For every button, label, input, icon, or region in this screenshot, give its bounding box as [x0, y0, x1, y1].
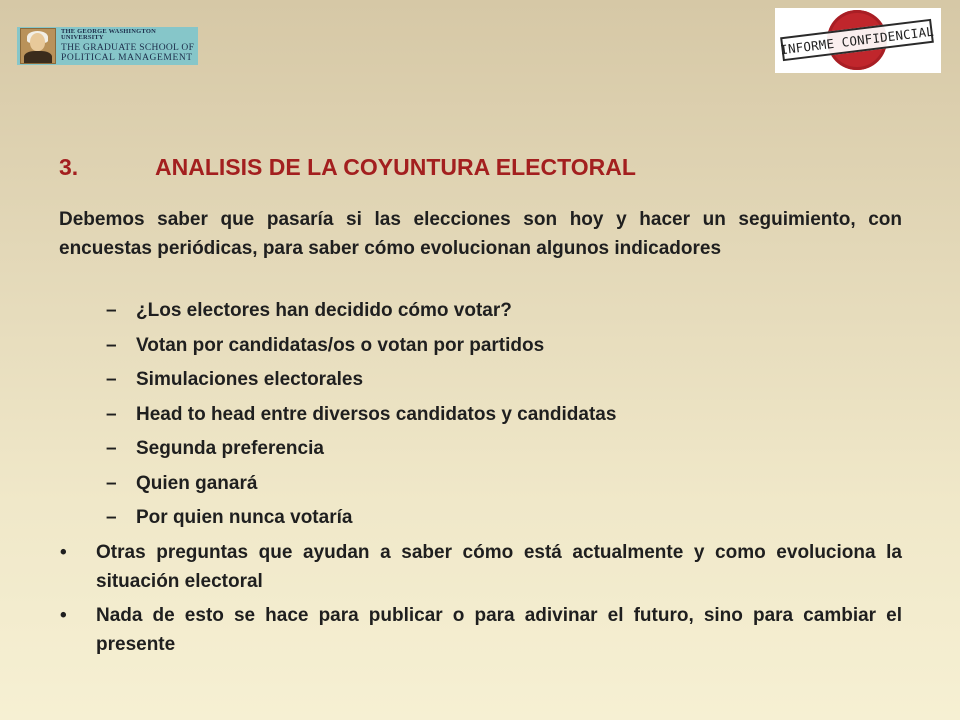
informe-confidencial-label: INFORME CONFIDENCIAL	[780, 19, 934, 61]
list-item	[106, 469, 906, 504]
list-item-text: Simulaciones electorales	[136, 369, 364, 390]
dash-marker: –	[106, 369, 117, 390]
washington-portrait-icon	[20, 28, 56, 64]
list-item	[106, 503, 906, 538]
list-item-text: Head to head entre diversos candidatos y candidatas	[136, 403, 617, 425]
gwu-logo-line1: THE GEORGE WASHINGTON UNIVERSITY	[61, 27, 156, 41]
intro-paragraph: Debemos saber que pasaría si las elecciones son hoy y hacer un seguimiento, con encuestas periódicas, para saber cómo evolucionan algunos indicadores	[59, 209, 902, 259]
list-item	[106, 365, 906, 400]
dash-marker: –	[106, 472, 117, 494]
list-item	[106, 331, 906, 366]
bullet-marker: •	[60, 605, 67, 626]
indicator-list	[106, 296, 906, 538]
dash-marker: –	[106, 403, 117, 425]
gwu-logo-line3: POLITICAL MANAGEMENT	[61, 53, 193, 63]
bullet-marker: •	[60, 542, 67, 563]
list-item-text: Por quien nunca votaría	[136, 507, 353, 528]
list-item-text: Votan por candidatas/os o votan por partidos	[136, 334, 545, 356]
bullet-text: Nada de esto se hace para publicar o para adivinar el futuro, sino para cambiar el presente	[96, 605, 902, 655]
slide-title	[59, 154, 636, 181]
informe-confidencial-logo	[775, 8, 941, 73]
gwu-logo	[17, 27, 198, 65]
list-item-text: Quien ganará	[136, 472, 258, 494]
list-item	[106, 434, 906, 469]
list-item-text: ¿Los electores han decidido cómo votar?	[136, 300, 512, 321]
bullet-item	[59, 601, 902, 659]
bullet-text: Otras preguntas que ayudan a saber cómo está actualmente y como evoluciona la situación electoral	[96, 542, 902, 592]
section-title-text: ANALISIS DE LA COYUNTURA ELECTORAL	[155, 154, 636, 180]
bullet-list	[59, 538, 902, 664]
list-item	[106, 296, 906, 331]
dash-marker: –	[106, 438, 117, 459]
gwu-logo-text	[61, 29, 195, 64]
dash-marker: –	[106, 334, 117, 356]
section-number: 3.	[59, 154, 79, 180]
gwu-logo-line2: THE GRADUATE SCHOOL OF	[61, 42, 195, 53]
list-item-text: Segunda preferencia	[136, 438, 324, 459]
bullet-item	[59, 538, 902, 596]
dash-marker: –	[106, 300, 117, 321]
list-item	[106, 400, 906, 435]
dash-marker: –	[106, 507, 117, 528]
